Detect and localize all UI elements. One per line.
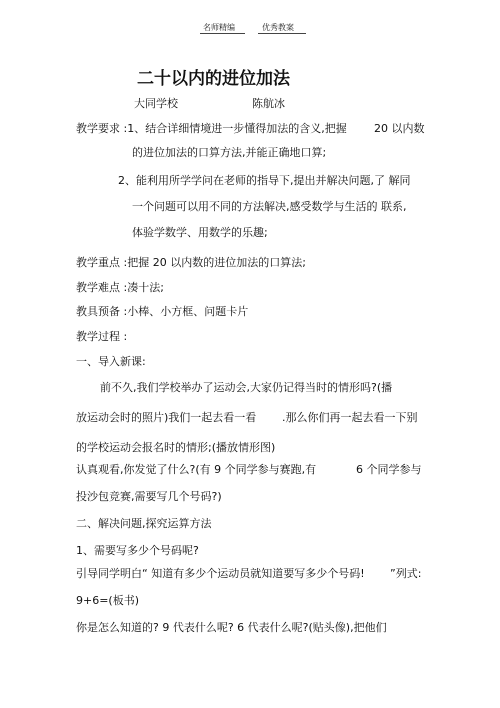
header-left-underline <box>200 33 245 34</box>
requirement-line-4: 一个问题可以用不同的方法解决,感受数学与生活的 联系, <box>132 200 407 213</box>
materials-line: 教具预备 :小棒、小方框、问题卡片 <box>76 305 249 318</box>
guide-line-end: ”列式: <box>390 567 422 580</box>
paragraph-line-1: 前不久,我们学校举办了运动会,大家仍记得当时的情形吗?(播 <box>100 381 393 394</box>
question-1-line: 1、需要写多少个号码呢? <box>76 544 199 557</box>
paragraph-line-4: 认真观看,你发觉了什么?(有 9 个同学参与赛跑,有 <box>76 463 317 476</box>
header-left-text: 名师精编 <box>203 23 235 32</box>
paragraph-line-5: 投沙包竞赛,需要写几个号码?) <box>76 490 222 503</box>
key-point-line: 教学重点 :把握 20 以内数的进位加法的口算法; <box>76 256 306 269</box>
process-heading: 教学过程 : <box>76 330 128 343</box>
paragraph-line-3: 的学校运动会报名时的情形;(播放情形图) <box>76 441 276 454</box>
paragraph-line-2-end: .那么你们再一起去看一下别 <box>282 411 418 424</box>
author-name: 陈航冰 <box>252 97 285 110</box>
requirement-line-1: 教学要求 :1、结合详细情境进一步懂得加法的含义,把握 <box>76 122 347 135</box>
header-right-text: 优秀教案 <box>262 23 294 32</box>
header-right-underline <box>258 33 306 34</box>
document-title: 二十以内的进位加法 <box>137 69 290 89</box>
requirement-line-5: 体验学数学、用数学的乐趣; <box>132 226 268 239</box>
section-one-heading: 一、导入新课: <box>76 355 146 368</box>
guide-line: 引导同学明白“ 知道有多少个运动员就知道要写多少个号码! <box>76 567 365 580</box>
paragraph-line-4-end: 6 个同学参与 <box>356 463 422 476</box>
requirement-line-3: 2、能利用所学学问在老师的指导下,提出并解决问题,了 解同 <box>118 174 411 187</box>
section-two-heading: 二、解决问题,探究运算方法 <box>76 517 212 530</box>
requirement-line-2: 的进位加法的口算方法,并能正确地口算; <box>132 146 327 159</box>
difficulty-line: 教学难点 :凑十法; <box>76 281 164 294</box>
question-2-line: 你是怎么知道的? 9 代表什么呢? 6 代表什么呢?(贴头像),把他们 <box>76 621 387 634</box>
paragraph-line-2: 放运动会时的照片)我们一起去看一看 <box>76 411 257 424</box>
school-name: 大同学校 <box>134 97 178 110</box>
requirement-line-1-end: 20 以内数 <box>374 122 425 135</box>
equation-line: 9+6=(板书) <box>76 594 140 607</box>
